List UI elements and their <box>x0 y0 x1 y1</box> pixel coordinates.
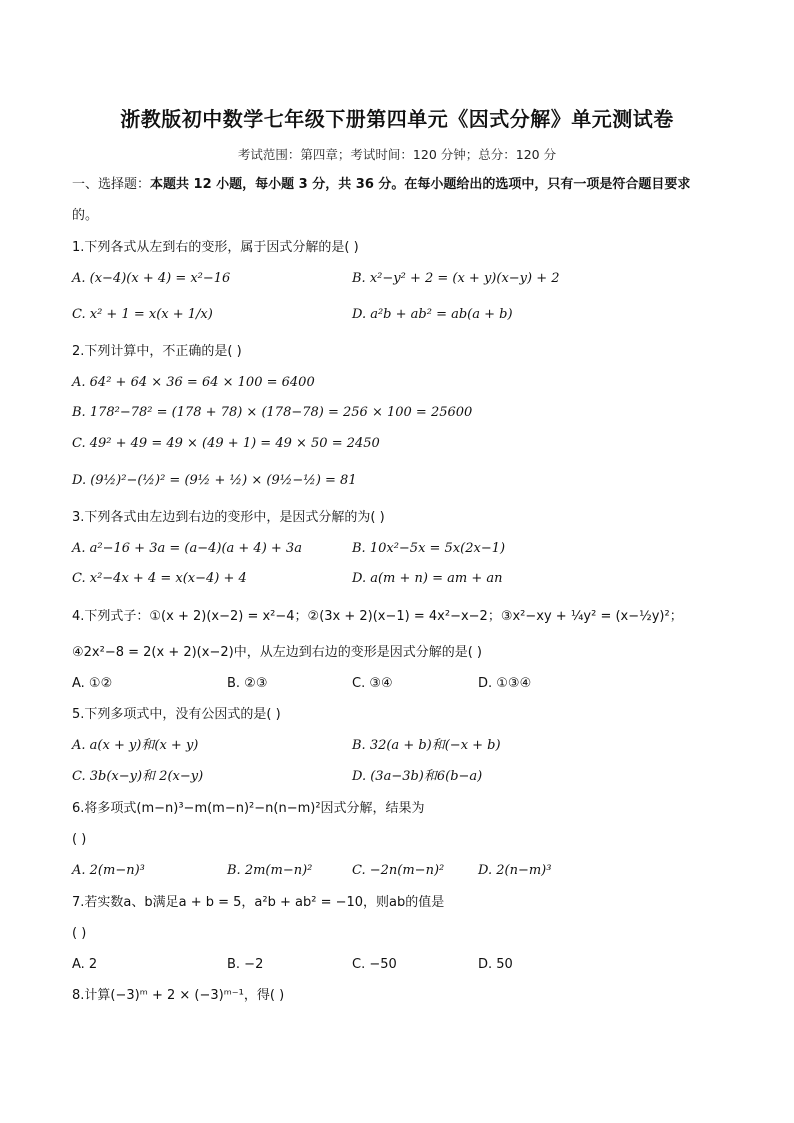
q7-option-a: A. 2 <box>72 957 98 972</box>
q5-option-c: C. 3b(x−y)和 2(x−y) <box>72 769 204 784</box>
q1-option-b: B. x²−y² + 2 = (x + y)(x−y) + 2 <box>352 271 560 286</box>
question-6-stem: 6.将多项式(m−n)³−m(m−n)²−n(n−m)²因式分解，结果为 <box>72 801 425 816</box>
q3-option-d: D. a(m + n) = am + an <box>352 571 503 586</box>
q6-option-c: C. −2n(m−n)² <box>352 863 445 878</box>
q4-option-a: A. ①② <box>72 676 113 691</box>
page-title: 浙教版初中数学七年级下册第四单元《因式分解》单元测试卷 <box>120 107 674 131</box>
q1-option-c: C. x² + 1 = x(x + 1/x) <box>72 307 213 322</box>
q4-option-d: D. ①③④ <box>478 676 532 691</box>
section-heading-cont: 的。 <box>72 208 99 223</box>
q6-option-a: A. 2(m−n)³ <box>72 863 145 878</box>
q2-option-b: B. 178²−78² = (178 + 78) × (178−78) = 256 × 100 = 25600 <box>72 405 473 420</box>
section-heading <box>72 177 690 193</box>
q6-option-b: B. 2m(m−n)² <box>227 863 313 878</box>
question-4-stem-line2: ④2x²−8 = 2(x + 2)(x−2)中，从左边到右边的变形是因式分解的是( ) <box>72 645 482 660</box>
q7-option-c: C. −50 <box>352 957 397 972</box>
q7-option-b: B. −2 <box>227 957 264 972</box>
section-label: 一、选择题： <box>72 177 151 192</box>
question-7-stem: 7.若实数a、b满足a + b = 5，a²b + ab² = −10，则ab的值是 <box>72 895 445 910</box>
question-5-stem: 5.下列多项式中，没有公因式的是( ) <box>72 707 281 722</box>
question-6-paren: ( ) <box>72 832 87 847</box>
q4-option-b: B. ②③ <box>227 676 268 691</box>
q3-option-a: A. a²−16 + 3a = (a−4)(a + 4) + 3a <box>72 541 302 556</box>
q6-option-d: D. 2(n−m)³ <box>478 863 552 878</box>
question-2-stem: 2.下列计算中，不正确的是( ) <box>72 344 242 359</box>
exam-info: 考试范围：第四章；考试时间：120 分钟；总分：120 分 <box>237 147 557 162</box>
question-8-stem: 8.计算(−3)ᵐ + 2 × (−3)ᵐ⁻¹，得( ) <box>72 988 285 1003</box>
question-4-stem-line1: 4.下列式子：①(x + 2)(x−2) = x²−4；②(3x + 2)(x−1) = 4x²−x−2；③x²−xy + ¼y² = (x−½y)²； <box>72 609 683 624</box>
q2-option-a: A. 64² + 64 × 36 = 64 × 100 = 6400 <box>72 375 315 390</box>
q2-option-c: C. 49² + 49 = 49 × (49 + 1) = 49 × 50 = 2450 <box>72 436 380 451</box>
question-3-stem: 3.下列各式由左边到右边的变形中，是因式分解的为( ) <box>72 510 385 525</box>
q5-option-b: B. 32(a + b)和(−x + b) <box>352 738 501 753</box>
q1-option-d: D. a²b + ab² = ab(a + b) <box>352 307 513 322</box>
q3-option-c: C. x²−4x + 4 = x(x−4) + 4 <box>72 571 247 586</box>
q2-option-d: D. (9½)²−(½)² = (9½ + ½) × (9½−½) = 81 <box>72 473 357 488</box>
q3-option-b: B. 10x²−5x = 5x(2x−1) <box>352 541 506 556</box>
q4-option-c: C. ③④ <box>352 676 393 691</box>
q5-option-a: A. a(x + y)和(x + y) <box>72 738 199 753</box>
q1-option-a: A. (x−4)(x + 4) = x²−16 <box>72 271 231 286</box>
question-1-stem: 1.下列各式从左到右的变形，属于因式分解的是( ) <box>72 240 359 255</box>
q7-option-d: D. 50 <box>478 957 513 972</box>
question-7-paren: ( ) <box>72 926 87 941</box>
section-instructions: 本题共 12 小题，每小题 3 分，共 36 分。在每小题给出的选项中，只有一项是符合题目要求 <box>150 177 691 192</box>
q5-option-d: D. (3a−3b)和6(b−a) <box>352 769 483 784</box>
